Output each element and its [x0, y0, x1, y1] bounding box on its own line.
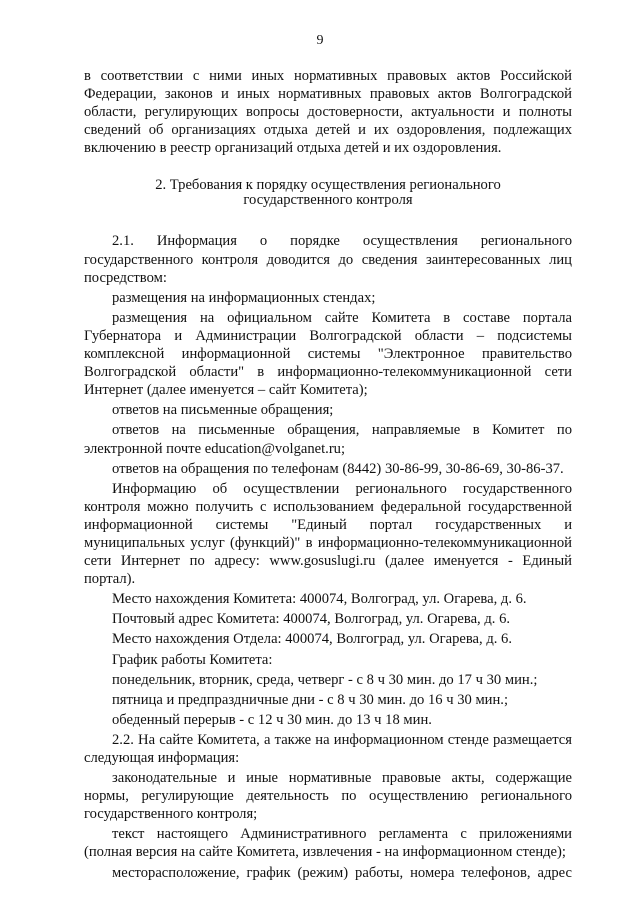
paragraph-regulation-text: текст настоящего Административного регламента с приложениями (полная версия на сайте Комитета, извлечения - на информационном стенде); — [84, 826, 572, 861]
section-heading-line-2: государственного контроля — [243, 191, 413, 208]
paragraph-department-location: Место нахождения Отдела: 400074, Волгоград, ул. Огарева, д. 6. — [112, 631, 513, 648]
paragraph-schedule-lunch: обеденный перерыв - с 12 ч 30 мин. до 13 ч 18 мин. — [112, 711, 432, 728]
paragraph-official-site: размещения на официальном сайте Комитета в составе портала Губернатора и Администрации Волгоградской области – подсистемы комплексной информационной системы "Электронное правительство Волгоградской области" в информационно-телекоммуникационной сети Интернет (далее именуется – сайт Комитета); — [84, 309, 572, 399]
paragraph-email-requests: ответов на письменные обращения, направляемые в Комитет по электронной почте education@volganet.ru; — [84, 422, 572, 457]
section-heading — [84, 178, 572, 207]
paragraph-schedule-fri: пятница и предпраздничные дни - с 8 ч 30 мин. до 16 ч 30 мин.; — [112, 691, 508, 708]
paragraph-schedule-mon-thu: понедельник, вторник, среда, четверг - с 8 ч 30 мин. до 17 ч 30 мин.; — [112, 671, 538, 688]
paragraph-schedule-title: График работы Комитета: — [112, 651, 273, 668]
paragraph-written-requests: ответов на письменные обращения; — [112, 402, 334, 419]
document-body — [84, 67, 572, 882]
paragraph-phone-requests: ответов на обращения по телефонам (8442) 30-86-99, 30-86-69, 30-86-37. — [112, 460, 564, 477]
paragraph-unified-portal: Информацию об осуществлении регионального государственного контроля можно получить с использованием федеральной государственной информационной системы "Единый портал государственных и муниципальных услуг (функций)" в информационно-телекоммуникационной сети Интернет по адресу: www.gosuslugi.ru (далее именуется - Единый портал). — [84, 480, 572, 588]
intro-paragraph: в соответствии с ними иных нормативных правовых актов Российской Федерации, законов и иных нормативных правовых актов Волгоградской области, регулирующих вопросы достоверности, актуальности и полноты сведений об организациях отдыха детей и их оздоровления, подлежащих включению в реестр организаций отдыха детей и их оздоровления. — [84, 68, 572, 157]
paragraph-location-schedule: месторасположение, график (режим) работы, номера телефонов, адрес — [112, 864, 572, 881]
section-heading-line-1: 2. Требования к порядку осуществления регионального — [155, 177, 501, 194]
paragraph-2-1: 2.1. Информация о порядке осуществления регионального государственного контроля доводится до сведения заинтересованных лиц посредством: — [84, 233, 572, 286]
paragraph-legal-acts: законодательные и иные нормативные правовые акты, содержащие нормы, регулирующие деятельность по осуществлению регионального государственного контроля; — [84, 770, 572, 823]
paragraph-committee-location: Место нахождения Комитета: 400074, Волгоград, ул. Огарева, д. 6. — [112, 591, 527, 608]
paragraph-2-2: 2.2. На сайте Комитета, а также на информационном стенде размещается следующая информация: — [84, 731, 572, 766]
paragraph-postal-address: Почтовый адрес Комитета: 400074, Волгоград, ул. Огарева, д. 6. — [112, 611, 511, 628]
page-number: 9 — [316, 33, 324, 48]
paragraph-info-stands: размещения на информационных стендах; — [112, 289, 376, 306]
